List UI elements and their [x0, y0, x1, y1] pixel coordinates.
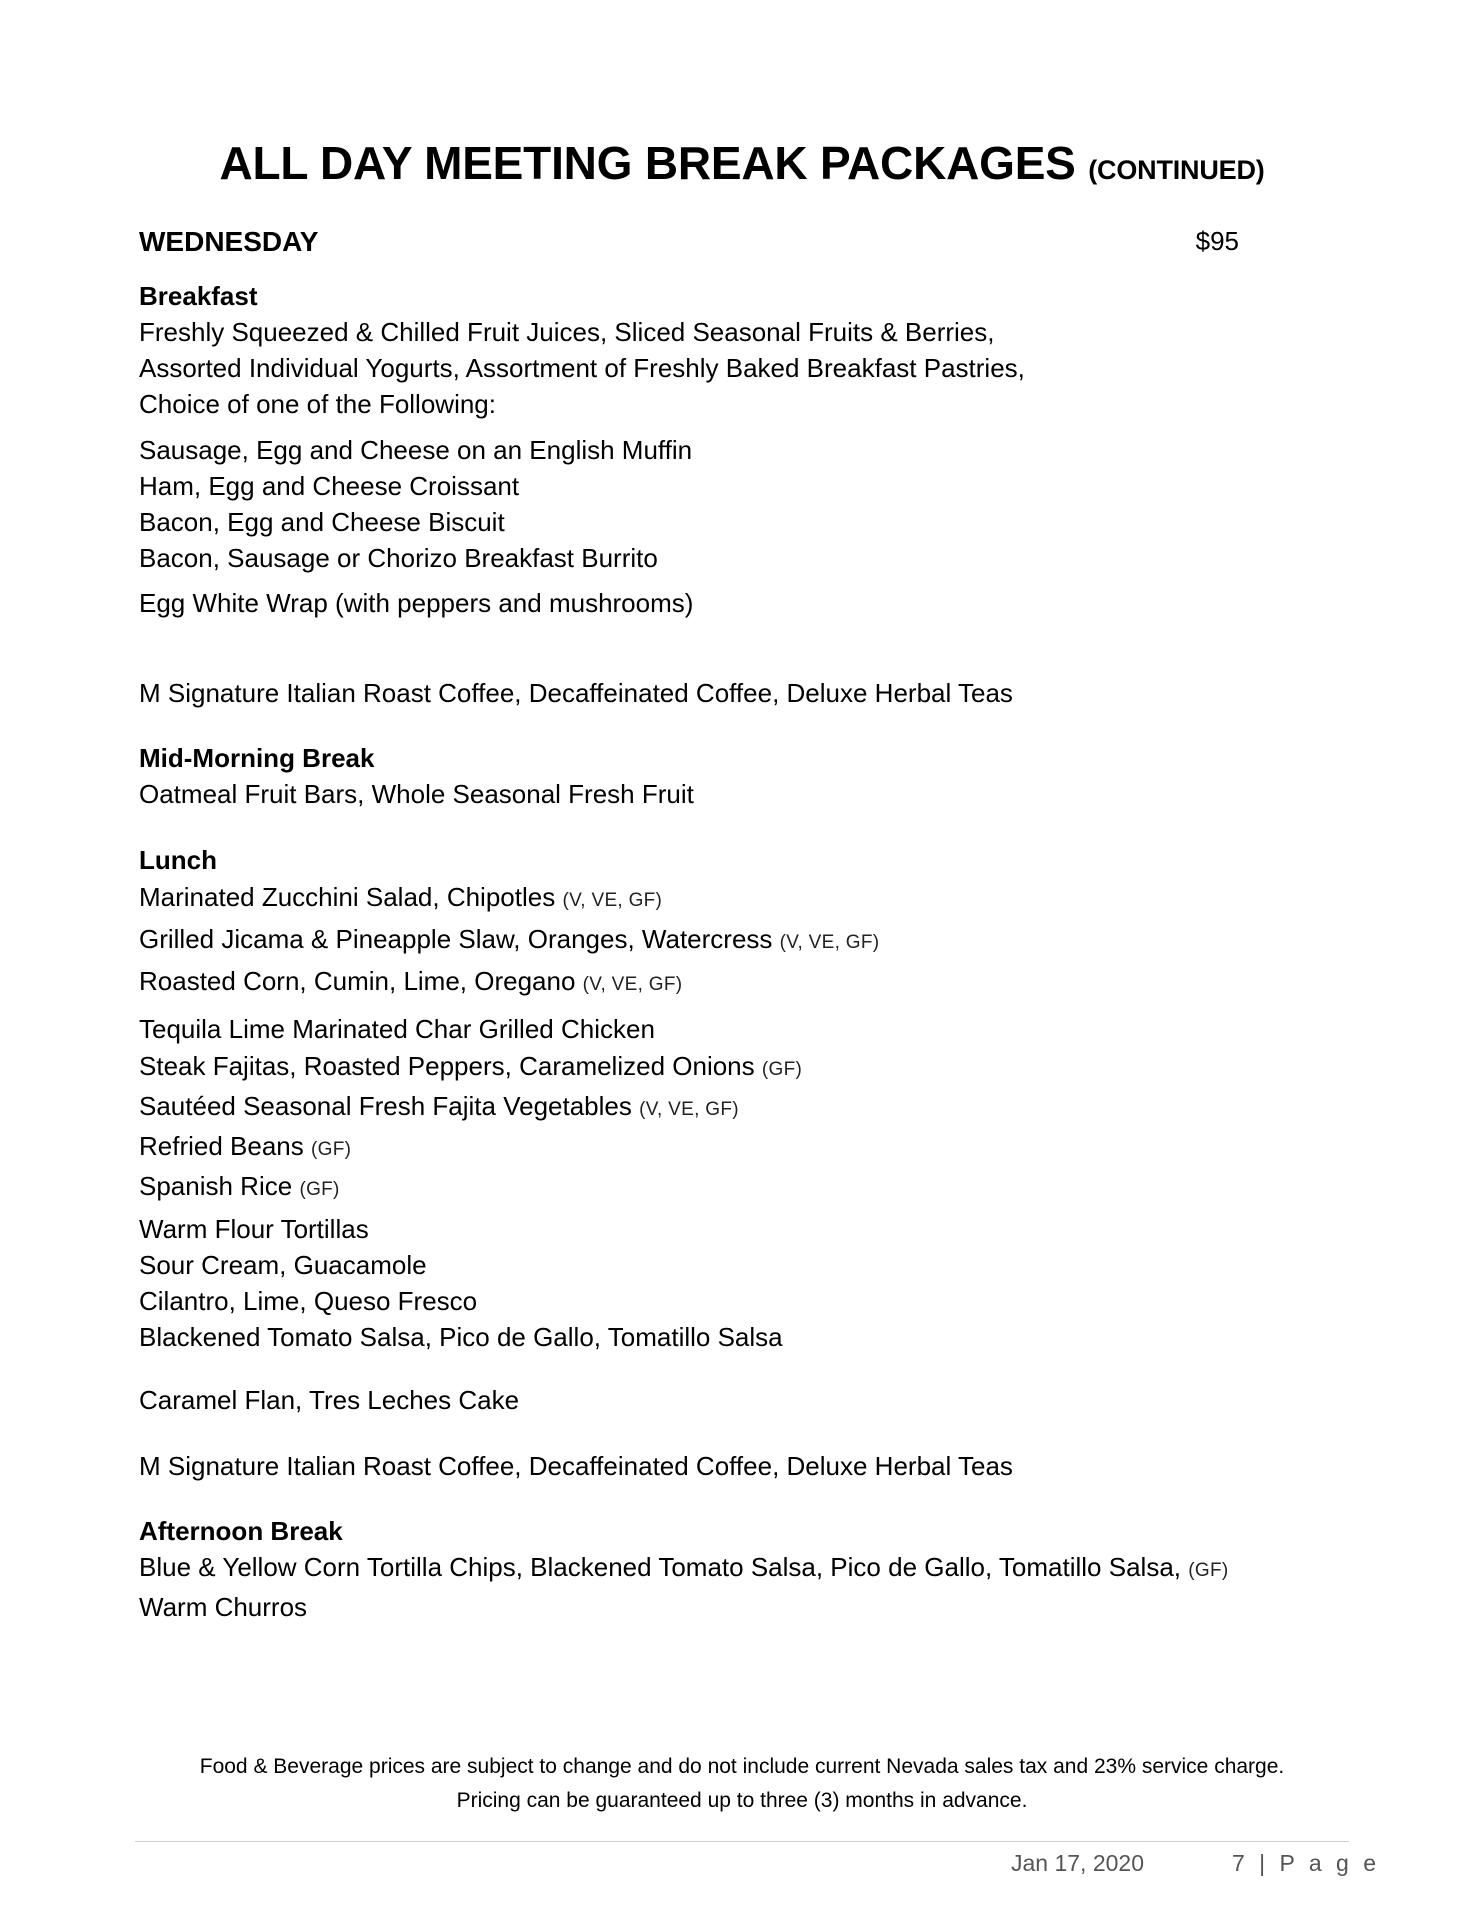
breakfast-coffee [139, 675, 1299, 711]
lunch-main-name: Refried Beans [139, 1131, 304, 1161]
page-title [0, 136, 1484, 190]
day-name: WEDNESDAY [139, 226, 319, 257]
lunch-accompaniments [139, 1211, 1299, 1355]
lunch-main-name: Tequila Lime Marinated Char Grilled Chicken [139, 1014, 655, 1044]
dietary-tag: (V, VE, GF) [779, 932, 880, 953]
mid-morning-items: Oatmeal Fruit Bars, Whole Seasonal Fresh Fruit [139, 779, 694, 809]
lunch-salad-name: Grilled Jicama & Pineapple Slaw, Oranges, Watercress [139, 924, 773, 954]
lunch-main-name: Sautéed Seasonal Fresh Fajita Vegetables [139, 1091, 632, 1121]
breakfast-choices [139, 432, 1299, 576]
lunch-salad [139, 962, 1299, 1004]
lunch-main [139, 1088, 1299, 1128]
mid-morning-heading: Mid-Morning Break [139, 743, 375, 773]
footer-note-line: Food & Beverage prices are subject to change and do not include current Nevada sales tax and 23% service charge. [199, 1755, 1285, 1778]
lunch-mains [139, 1011, 1299, 1208]
afternoon-items: Blue & Yellow Corn Tortilla Chips, Blackened Tomato Salsa, Pico de Gallo, Tomatillo Salsa, [139, 1552, 1182, 1582]
breakfast-choice: Sausage, Egg and Cheese on an English Muffin [139, 435, 693, 465]
lunch-salad-name: Marinated Zucchini Salad, Chipotles [139, 882, 556, 912]
footer-disclaimer [0, 1750, 1484, 1818]
lunch-main [139, 1011, 1299, 1048]
footer-note-line: Pricing can be guaranteed up to three (3) months in advance. [456, 1789, 1028, 1812]
title-main: ALL DAY MEETING BREAK PACKAGES [219, 137, 1076, 189]
day-header [139, 226, 1239, 266]
breakfast-intro-line: Freshly Squeezed & Chilled Fruit Juices, Sliced Seasonal Fruits & Berries, [139, 317, 995, 347]
breakfast-intro-line: Choice of one of the Following: [139, 389, 496, 419]
lunch-main-name: Spanish Rice [139, 1171, 293, 1201]
dietary-tag: (GF) [761, 1059, 803, 1080]
day-price: $95 [1195, 226, 1239, 256]
breakfast-choice: Bacon, Sausage or Chorizo Breakfast Burrito [139, 543, 658, 573]
breakfast-extra-item: Egg White Wrap (with peppers and mushrooms) [139, 588, 694, 618]
breakfast-intro-line: Assorted Individual Yogurts, Assortment of Freshly Baked Breakfast Pastries, [139, 353, 1025, 383]
lunch-section [139, 842, 1299, 1004]
lunch-main [139, 1168, 1299, 1208]
dietary-tag: (V, VE, GF) [582, 974, 683, 995]
mid-morning-section [139, 740, 1299, 812]
afternoon-heading: Afternoon Break [139, 1516, 343, 1546]
page-number: 7 | P a g e [1232, 1850, 1381, 1876]
breakfast-choice: Ham, Egg and Cheese Croissant [139, 471, 520, 501]
footer-date: Jan 17, 2020 [1011, 1850, 1145, 1876]
dietary-tag: (GF) [1188, 1560, 1229, 1581]
lunch-accompaniment: Sour Cream, Guacamole [139, 1250, 427, 1280]
lunch-main [139, 1128, 1299, 1168]
lunch-salad [139, 920, 1299, 962]
lunch-salad-name: Roasted Corn, Cumin, Lime, Oregano [139, 966, 576, 996]
lunch-main-name: Steak Fajitas, Roasted Peppers, Caramelized Onions [139, 1051, 755, 1081]
lunch-main [139, 1048, 1299, 1088]
lunch-coffee-line: M Signature Italian Roast Coffee, Decaffeinated Coffee, Deluxe Herbal Teas [139, 1451, 1013, 1481]
lunch-dessert-line: Caramel Flan, Tres Leches Cake [139, 1385, 520, 1415]
lunch-accompaniment: Warm Flour Tortillas [139, 1214, 369, 1244]
breakfast-section [139, 278, 1299, 422]
breakfast-extra [139, 585, 1299, 621]
lunch-coffee [139, 1448, 1299, 1484]
lunch-heading: Lunch [139, 845, 217, 875]
dietary-tag: (V, VE, GF) [639, 1099, 739, 1120]
lunch-accompaniment: Blackened Tomato Salsa, Pico de Gallo, Tomatillo Salsa [139, 1322, 783, 1352]
breakfast-choice: Bacon, Egg and Cheese Biscuit [139, 507, 505, 537]
dietary-tag: (V, VE, GF) [562, 890, 663, 911]
lunch-dessert [139, 1382, 1299, 1418]
afternoon-section [139, 1513, 1299, 1625]
dietary-tag: (GF) [299, 1179, 340, 1200]
breakfast-coffee-line: M Signature Italian Roast Coffee, Decaffeinated Coffee, Deluxe Herbal Teas [139, 678, 1013, 708]
breakfast-heading: Breakfast [139, 281, 258, 311]
lunch-accompaniment: Cilantro, Lime, Queso Fresco [139, 1286, 478, 1316]
lunch-salad [139, 878, 1299, 920]
footer-divider [135, 1841, 1349, 1842]
title-suffix: (CONTINUED) [1088, 155, 1265, 185]
afternoon-line: Warm Churros [139, 1592, 308, 1622]
dietary-tag: (GF) [311, 1139, 352, 1160]
afternoon-line [139, 1549, 1299, 1589]
